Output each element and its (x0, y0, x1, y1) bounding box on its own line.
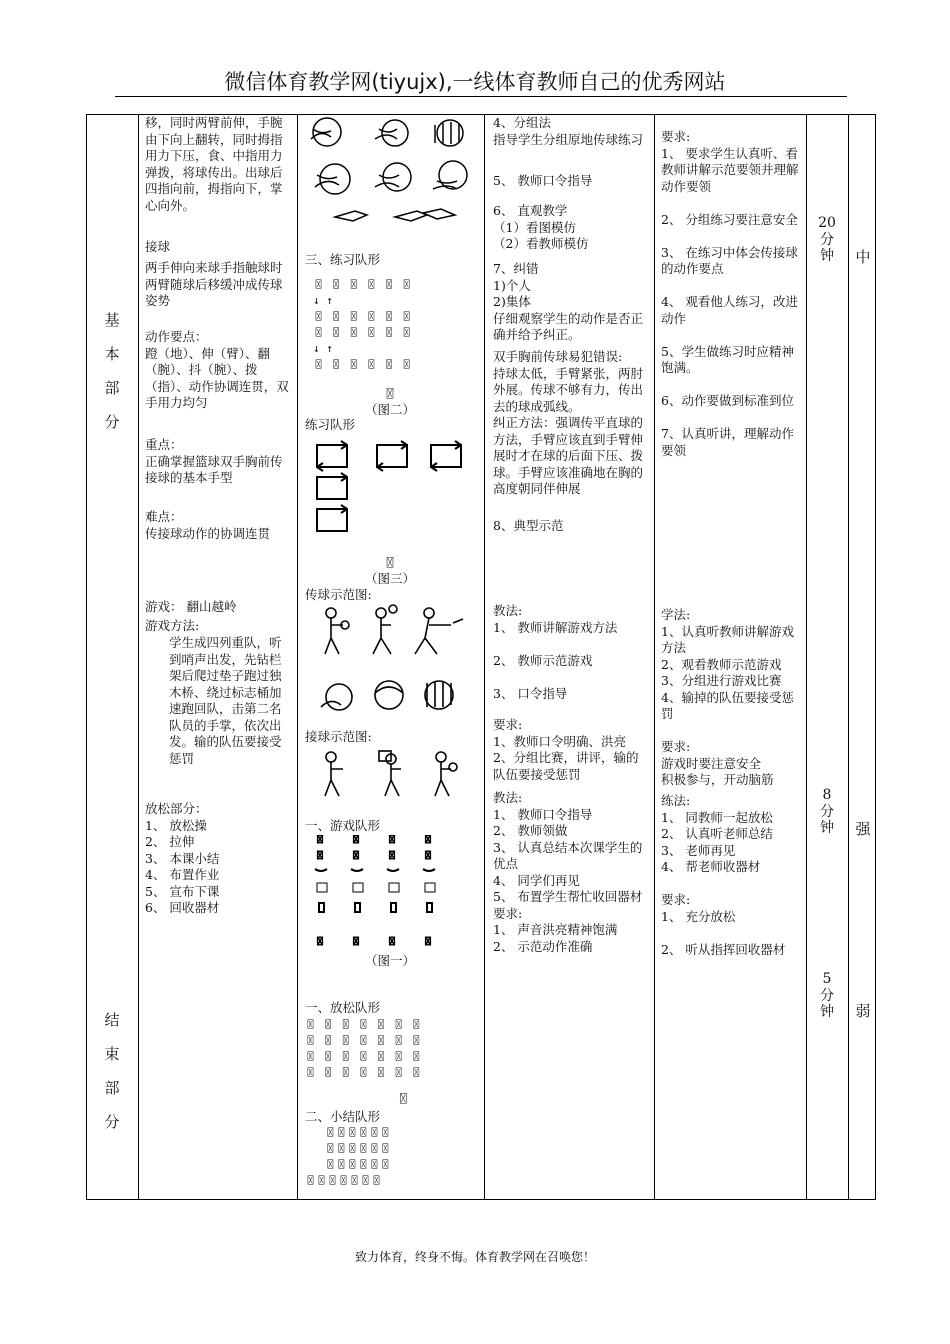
header-rule (115, 96, 847, 97)
svg-text:〿: 〿 (351, 937, 361, 948)
relax-teaching-method: 教法: 1、 教师口令指导 2、 教师领做 3、 认真总结本次课学生的优点 4、 同学们再见 5、 布置学生帮忙收回器材 要求: 1、 声音洪亮精神饱满 2、 示范动作准确 (493, 790, 643, 954)
page-footer: 致力体育，终身不悔。体育教学网在召唤您！ (354, 1250, 595, 1264)
game-teaching-method: 教法: 1、 教师讲解游戏方法 2、 教师示范游戏 3、 口令指导 (493, 603, 618, 701)
svg-text:〿: 〿 (351, 851, 361, 862)
section-basic-label: 基 本 部 分 (104, 311, 120, 431)
practice-formation-title-2: 练习队形 (305, 417, 356, 432)
column-divider (848, 115, 849, 1199)
pass-demo-title: 传球示范图: (305, 587, 372, 602)
game-method-label: 游戏方法: (145, 618, 200, 633)
difficulty-point: 难点： 传接球动作的协调连贯 (145, 509, 271, 541)
intensity-game: 强 (855, 820, 871, 838)
svg-text:〿: 〿 (351, 835, 361, 846)
teaching-command: 5、 教师口令指导 (493, 173, 593, 188)
game-method-text: 学生成四列重队，听到哨声出发，先钻栏架后爬过垫子跑过独木桥、绕过标志桶加速跑回队，击第二名队员的手掌，依次出发。输的队伍要接受惩罚 (169, 635, 282, 766)
teaching-intuitive: 6、 直观教学 （1）看图模仿 （2）看教师模仿 (493, 203, 589, 251)
pass-hand-figure-top (305, 117, 475, 237)
game-formation-diagram (305, 835, 475, 955)
pair-practice-diagram (309, 435, 479, 545)
svg-text:〿: 〿 (387, 835, 397, 846)
relax-formation-symbols: 〿 〿 〿 〿 〿 〿 〿 〿 〿 〿 〿 〿 〿 〿 〿 〿 〿 〿 〿 〿 〿 〿 〿 〿 〿 〿 〿 〿 (305, 1018, 422, 1079)
svg-text:〿: 〿 (387, 851, 397, 862)
common-errors: 双手胸前传球易犯错误: 持球太低，手臂紧张，两肘外展。传球不够有力，传出去的球成弧线。 纠正方法：强调传平直球的方法，手臂应该直到手臂伸展时才在球的后面下压、拨球。手臂应该准确地在胸的高度朝同伴伸展 (493, 349, 644, 496)
column-divider (806, 115, 807, 1199)
svg-text:〿: 〿 (315, 851, 325, 862)
game-teaching-requirements: 要求: 1、教师口令明确、洪亮 2、分组比赛，讲评，输的队伍要接受惩罚 (493, 717, 639, 782)
practice-formation-title: 三、练习队形 (305, 252, 381, 267)
practice-formation-symbols: 〿 〿 〿 〿 〿 〿 ↓ ↑ 〿 〿 〿 〿 〿 〿 〿 〿 〿 〿 〿 〿 ↓ ↑ 〿 〿 〿 〿 〿 〿 (313, 278, 413, 371)
game-title: 游戏： 翻山越岭 (145, 599, 237, 614)
lesson-table (86, 114, 876, 1200)
catch-demo-figures (309, 747, 469, 807)
pass-demo-figures (309, 603, 469, 723)
teacher-marker-2: 〿 (383, 555, 397, 570)
svg-text:〿: 〿 (423, 851, 433, 862)
catch-text: 两手伸向来球手指触球时两臂随球后移缓冲成传球姿势 (145, 260, 283, 308)
svg-text:〿: 〿 (423, 835, 433, 846)
summary-formation-symbols: 〿〿〿〿〿〿 〿〿〿〿〿〿 〿〿〿〿〿〿 〿〿〿〿〿〿〿 (305, 1126, 391, 1187)
time-ending: 5 分 钟 (820, 971, 834, 1020)
svg-text:〿: 〿 (315, 835, 325, 846)
column-divider (484, 115, 485, 1199)
game-formation-title: 一、游戏队形 (305, 818, 381, 833)
svg-text:〿: 〿 (315, 937, 325, 948)
action-essentials: 动作要点： 蹬（地）、伸（臂）、翻（腕）、抖（腕）、拨（指）、动作协调连贯，双手用力均匀 (145, 329, 289, 410)
intensity-ending: 弱 (855, 1002, 871, 1020)
teaching-correction: 7、纠错 1)个人 2)集体 仔细观察学生的动作是否正确并给予纠正。 (493, 261, 644, 342)
figure-3-caption: （图三） (364, 571, 415, 586)
relax-practice-method: 练法: 1、 同教师一起放松 2、 认真听老师总结 3、 老师再见 4、 帮老师收器材 要求: 1、 充分放松 2、 听从指挥回收器材 (661, 793, 786, 957)
learning-requirements: 要求: 1、 要求学生认真听、看教师讲解示范要领并理解动作要领 2、 分组练习要注意安全 3、 在练习中体会传接球的动作要点 4、 观看他人练习，改进动作 5、学生做练习时应精神饱满。 6、动作要做到标准到位 7、认真听讲，理解动作要领 (661, 129, 799, 458)
svg-text:〿: 〿 (423, 937, 433, 948)
teaching-group-method: 4、分组法 指导学生分组原地传球练习 (493, 115, 644, 147)
column-divider (297, 115, 298, 1199)
time-game: 8 分 钟 (820, 787, 834, 836)
summary-formation-title: 二、小结队形 (305, 1109, 381, 1124)
figure-2-caption: （图二） (364, 402, 415, 417)
relax-formation-title: 一、放松队形 (305, 1000, 381, 1015)
pass-technique-text: 移，同时两臂前伸，手腕由下向上翻转，同时拇指用力下压，食、中指用力弹拨，将球传出。出球后四指向前，拇指向下，掌心向外。 (145, 115, 283, 213)
column-divider (138, 115, 139, 1199)
teacher-marker-3: 〿 (397, 1091, 410, 1106)
column-divider (654, 115, 655, 1199)
intensity-basic: 中 (855, 248, 871, 266)
section-ending-label: 结 束 部 分 (104, 1011, 120, 1131)
relax-section: 放松部分： 1、 放松操 2、 拉伸 3、 本课小结 4、 布置作业 5、 宣布下课 6、 回收器材 (145, 801, 220, 915)
figure-1-caption: （图一） (364, 953, 415, 968)
catch-title: 接球 (145, 239, 171, 254)
key-point: 重点： 正确掌握篮球双手胸前传接球的基本手型 (145, 437, 283, 485)
svg-text:〿: 〿 (387, 937, 397, 948)
teacher-marker: 〿 (383, 386, 397, 401)
catch-demo-title: 接球示范图: (305, 729, 372, 744)
time-basic: 20 分 钟 (818, 215, 836, 264)
game-learning-method: 学法: 1、认真听教师讲解游戏方法 2、观看教师示范游戏 3、分组进行游戏比赛 4、输掉的队伍要接受惩罚 要求: 游戏时要注意安全 积极参与，开动脑筋 (661, 607, 794, 787)
teaching-demo: 8、典型示范 (493, 518, 564, 533)
page-header: 微信体育教学网(tiyujx),一线体育教师自己的优秀网站 (224, 70, 726, 94)
